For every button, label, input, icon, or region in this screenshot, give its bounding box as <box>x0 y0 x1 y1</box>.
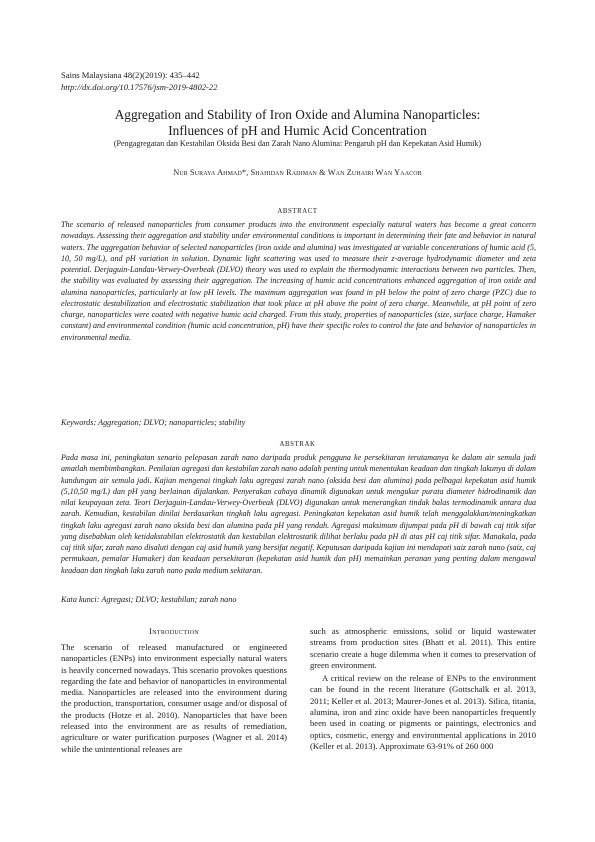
malay-title: (Pengagregatan dan Kestabilan Oksida Besi dan Zarah Nano Alumina: Pengaruh pH dan Kepekatan Asid Humik) <box>113 139 482 148</box>
title-line-2: Influences of pH and Humic Acid Concentration <box>168 123 427 138</box>
article-title <box>40 107 555 139</box>
abstract-text: The scenario of released nanoparticles from consumer products into the environment especially natural waters has become a great concern nowadays. Assessing their aggregation and stability under environmental conditions is important in determining their fate and behavior in natural waters. The aggregation behavior of selected nanoparticles (iron oxide and alumina) was investigated at variable concentrations of humic acid (5, 10, 50 mg/L), and pH variation in solution. Dynamic light scattering was used to measure their z-average hydrodynamic diameter and zeta potential. Derjaguin-Landau-Verwey-Overbeak (DLVO) theory was used to explain the thermodynamic interactions between two particles. Then, the stability was evaluated by assessing their aggregation. The increasing of humic acid concentrations enhanced aggregation of iron oxide and alumina nanoparticles, particularly at low pH levels. The maximum aggregation was found in pH below the point of zero charge (PZC) due to electrostatic destabilization and electrostatic stabilization that took place at pH above the point of zero charge. Meanwhile, at pH point of zero charge, nanoparticles were coated with negative humic acid charged. From this study, properties of nanoparticles (size, surface charge, Hamaker constant) and environmental condition (humic acid concentration, pH) have their specific roles to control the fate and behavior of nanoparticles in environmental media. <box>61 220 536 342</box>
title-line-1: Aggregation and Stability of Iron Oxide and Alumina Nanoparticles: <box>114 107 481 122</box>
doi-link[interactable]: http://dx.doi.org/10.17576/jsm-2019-4802-22 <box>61 82 218 92</box>
kata-kunci: Kata kunci: Agregasi; DLVO; kestabilan; zarah nano <box>61 595 237 604</box>
right-column <box>310 626 536 752</box>
journal-citation: Sains Malaysiana 48(2)(2019): 435–442 <box>61 70 200 80</box>
intro-paragraph-1-cont: such as atmospheric emissions, solid or liquid wastewater streams from production sites (Bhatt et al. 2011). This entire scenario create a huge dilemma when it comes to preservation of green environment. <box>310 626 536 670</box>
abstrak-heading: ABSTRAK <box>279 441 316 448</box>
abstract-heading: ABSTRACT <box>277 208 318 215</box>
introduction-heading: Introduction <box>149 626 199 636</box>
abstrak-text: Pada masa ini, peningkatan senario pelepasan zarah nano daripada produk pengguna ke persekitaran terutamanya ke dalam air semula jadi amatlah membimbangkan. Penilaian agregasi dan kestabilan zarah nano adalah penting untuk menentukan keadaan dan tingkah lakunya di dalam kandungan air semula jadi. Kajian mengenai tingkah laku agregasi zarah nano (oksida besi dan alumina) pada pelbagai kepekatan asid humik (5,10,50 mg/L) dan pH yang berlainan dijalankan. Penyerakan cahaya dinamik digunakan untuk mengukur purata diameter hidrodinamik dan nilai keupayaan zeta. Teori Derjaguin-Landau-Verwey-Overbeak (DLVO) digunakan untuk menerangkan tindak balas termodinamik antara dua zarah. Kemudian, kestabilan dinilai berdasarkan tingkah laku agregasi. Peningkatan kepekatan asid humik telah menggalakkan/meningkatkan tingkah laku agregasi zarah nano oksida besi dan alumina pada pH yang rendah. Agregasi maksimum dijumpai pada pH di bawah caj titik sifar yang disebabkan oleh ketidakstabilan elektrostatik dan kestabilan elektrostatik dilihat berlaku pada pH di atas pH caj titik sifar. Manakala, pada caj titik sifar, zarah nano disaluti dengan caj asid humik yang bersifat negatif. Keputusan daripada kajian ini mendapati saiz zarah nano (saiz, caj permukaan, pemalar Hamaker) dan keadaan persekitaran (kepekatan asid humik dan pH) memainkan peranan yang penting dalam mengawal keadaan dan tingkah laku zarah nano pada medium sekitaran. <box>61 453 536 575</box>
journal-header <box>61 69 218 93</box>
intro-paragraph-2: A critical review on the release of ENPs to the environment can be found in the recent literature (Gottschalk et al. 2013, 2011; Keller et al. 2013; Maurer-Jones et al. 2013). Silica, titania, alumina, iron and zinc oxide have been nanoparticles frequently been used in coating or pigments or paintings, electronics and optics, cosmetic, energy and environmental applications in 2010 (Keller et al. 2013). Approximate 63-91% of 260 000 <box>310 673 536 751</box>
keywords: Keywords: Aggregation; DLVO; nanoparticles; stability <box>61 418 246 427</box>
author-list: Nur Suraya Ahmad*, Shahidan Radiman & Wan Zuhairi Wan Yaacob <box>173 168 422 177</box>
left-column <box>61 642 287 755</box>
intro-paragraph-1: The scenario of released manufactured or engineered nanoparticles (ENPs) into environment especially natural waters is heavily concerned nowadays. This scenario provokes questions regarding the fate and behavior of nanoparticles in environmental media. Nanoparticles are released into the environment during the production, transportation, consumer usage and/or disposal of the products (Hotze et al. 2010). Nanoparticles that have been released into the environment are as results of remediation, agriculture or water purification purposes (Wagner et al. 2014) while the unintentional releases are <box>61 642 287 754</box>
